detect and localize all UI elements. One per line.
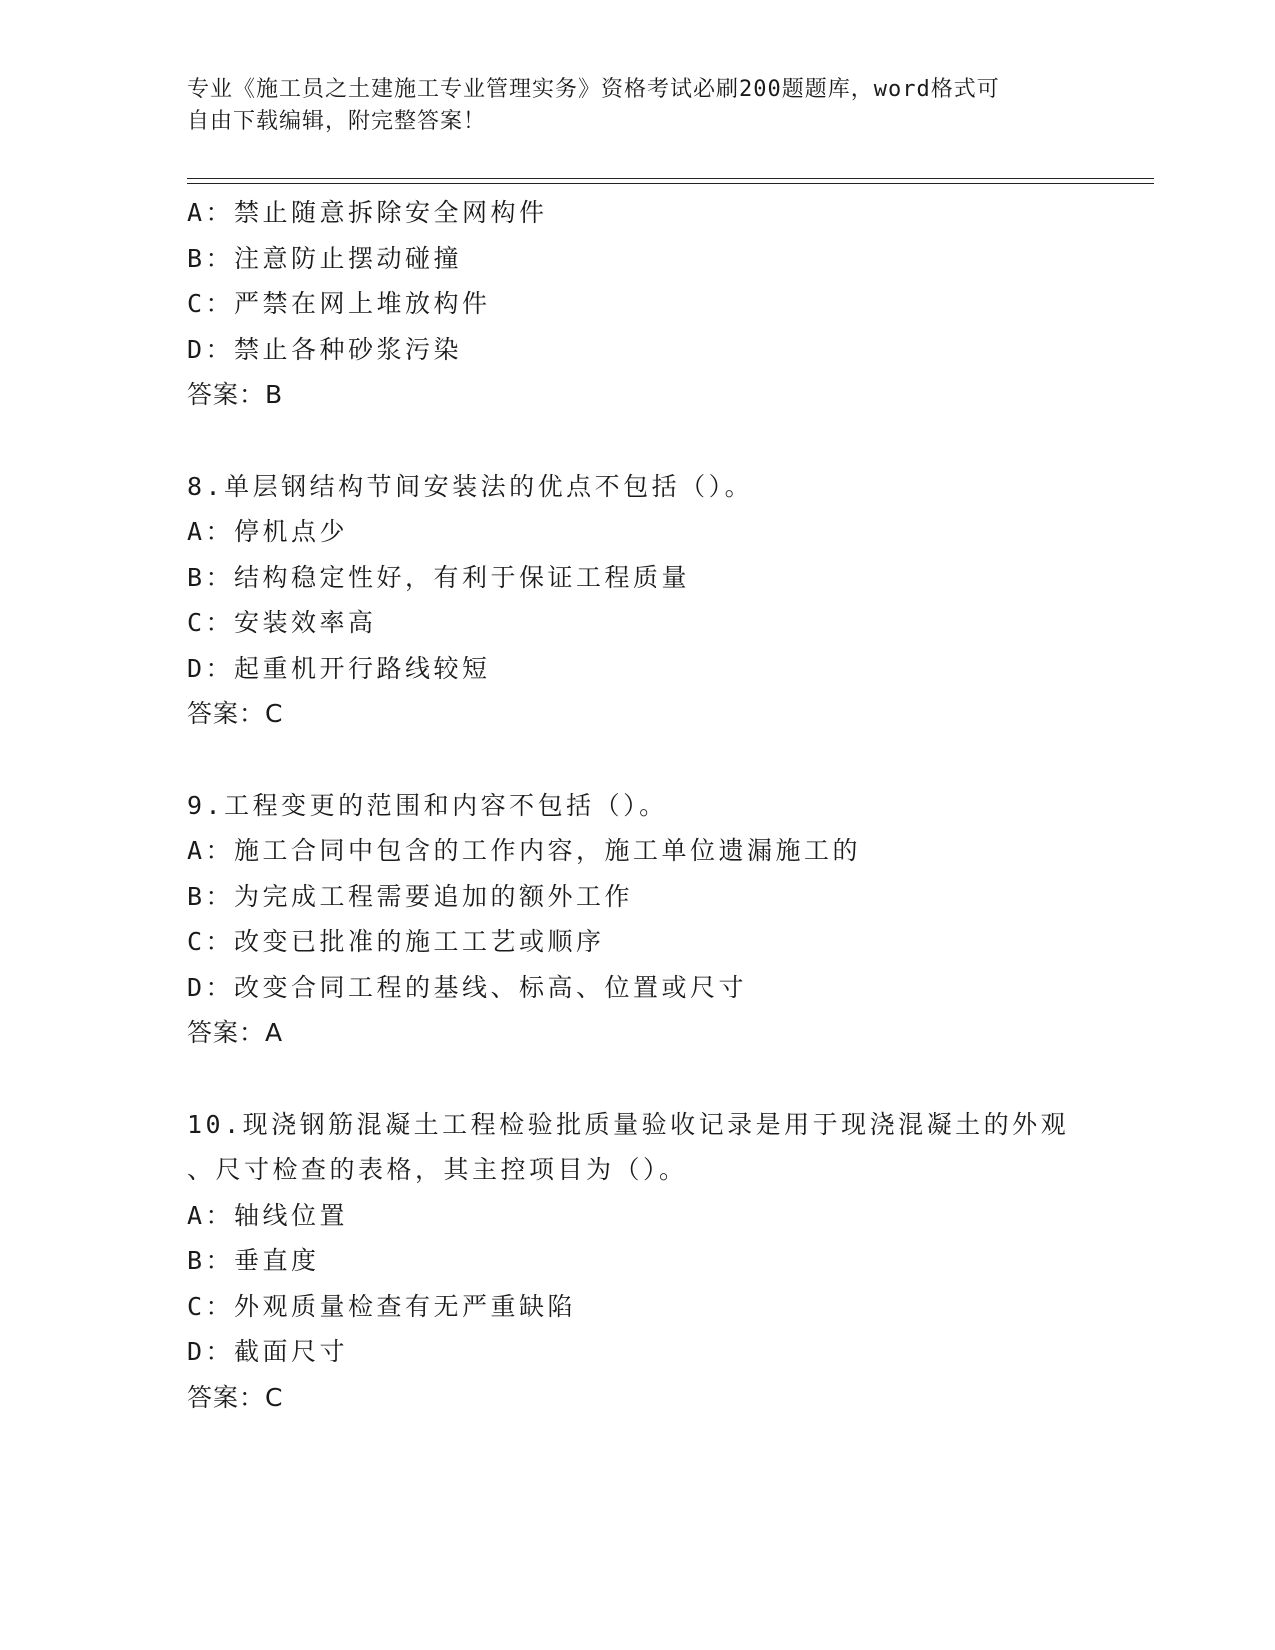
- header-divider-bottom: [187, 183, 1154, 184]
- option-d: D：截面尺寸: [187, 1337, 349, 1366]
- option-b: B：垂直度: [187, 1246, 320, 1275]
- option-c: C：安装效率高: [187, 608, 377, 637]
- option-c: C：外观质量检查有无严重缺陷: [187, 1291, 577, 1321]
- question-9: [187, 783, 1147, 1056]
- option-d: D：改变合同工程的基线、标高、位置或尺寸: [187, 972, 748, 1002]
- option-a: A：停机点少: [187, 517, 349, 546]
- question-stem-line-2: 、尺寸检查的表格，其主控项目为（）。: [187, 1155, 688, 1184]
- question-stem: 9.工程变更的范围和内容不包括（）。: [187, 790, 668, 820]
- option-a: A：禁止随意拆除安全网构件: [187, 198, 548, 227]
- option-a: A：轴线位置: [187, 1200, 349, 1230]
- question-stem: 8.单层钢结构节间安装法的优点不包括（）。: [187, 471, 754, 501]
- question-8: [187, 464, 1147, 737]
- option-c: C：严禁在网上堆放构件: [187, 289, 491, 318]
- question-10: [187, 1102, 1147, 1421]
- question-list: [187, 190, 1147, 1420]
- spacer: [187, 737, 1147, 783]
- header-divider-top: [187, 178, 1154, 179]
- option-d: D：起重机开行路线较短: [187, 653, 491, 683]
- header-line-2: 自由下载编辑，附完整答案！: [187, 109, 487, 134]
- answer: 答案：A: [187, 1018, 284, 1047]
- option-b: B：注意防止摆动碰撞: [187, 243, 463, 273]
- option-d: D：禁止各种砂浆污染: [187, 334, 463, 364]
- option-c: C：改变已批准的施工工艺或顺序: [187, 927, 605, 956]
- question-stem-line-1: 10.现浇钢筋混凝土工程检验批质量验收记录是用于现浇混凝土的外观: [187, 1109, 1070, 1139]
- answer: 答案：C: [187, 699, 284, 728]
- question-7: [187, 190, 1147, 418]
- answer: 答案：C: [187, 1382, 284, 1412]
- option-b: B：结构稳定性好，有利于保证工程质量: [187, 562, 691, 592]
- spacer: [187, 418, 1147, 464]
- option-a: A：施工合同中包含的工作内容，施工单位遗漏施工的: [187, 836, 862, 865]
- spacer: [187, 1056, 1147, 1102]
- answer: 答案：B: [187, 380, 284, 409]
- header-line-1: 专业《施工员之土建施工专业管理实务》资格考试必刷200题题库，word格式可: [187, 77, 1000, 102]
- option-b: B：为完成工程需要追加的额外工作: [187, 881, 634, 911]
- document-header: [187, 74, 1067, 138]
